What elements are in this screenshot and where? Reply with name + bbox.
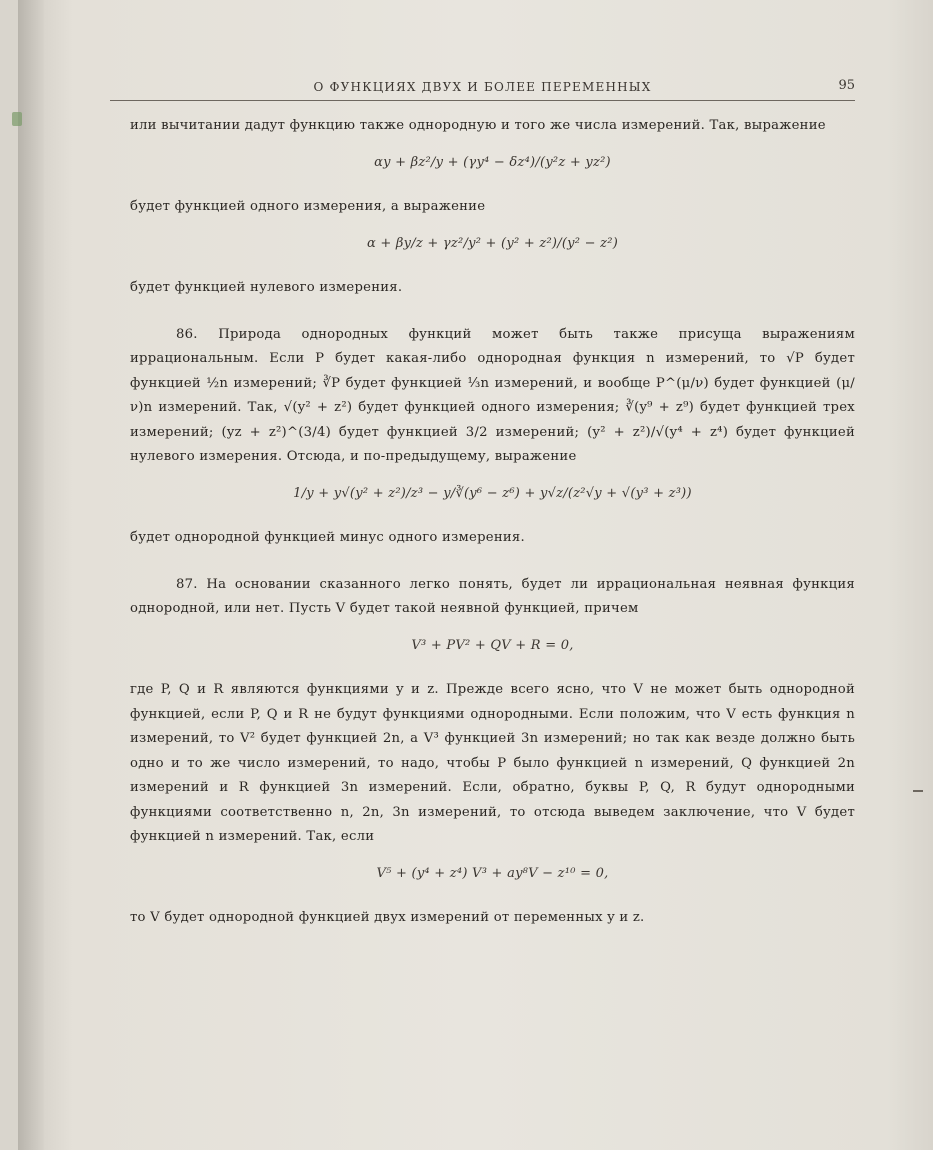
- paragraph: будет однородной функцией минус одного измерения.: [130, 530, 525, 545]
- formula: 1/y + y√(y² + z²)/z³ − y/∛(y⁶ − z⁶) + y√z/(z²√y + √(y³ + z³)): [293, 485, 692, 501]
- book-spine-shadow: [18, 0, 44, 1150]
- paragraph: то V будет однородной функцией двух измерений от переменных y и z.: [130, 910, 645, 925]
- book-page: [18, 0, 933, 1150]
- header-rule: [110, 100, 855, 101]
- margin-mark: [12, 112, 22, 126]
- formula: αy + βz²/y + (γy⁴ − δz⁴)/(y²z + yz²): [374, 154, 611, 170]
- paragraph: или вычитании дадут функцию также однородную и того же числа измерений. Так, выражение: [130, 118, 826, 133]
- paragraph: будет функцией нулевого измерения.: [130, 280, 403, 295]
- header-title: О ФУНКЦИЯХ ДВУХ И БОЛЕЕ ПЕРЕМЕННЫХ: [313, 80, 652, 94]
- paragraph: будет функцией одного измерения, а выражение: [130, 199, 486, 214]
- section-86-paragraph: 86. Природа однородных функций может быть также присуща выражениям иррациональным. Если P будет какая-либо однородная функция n измерений, то √P будет функцией ½n измерений; ∛P будет функцией ⅓n измерений, и вообще P^(μ/ν) будет функцией (μ/ν)n измерений. Так, √(y² + z²) будет функцией одного измерения; ∛(y⁹ + z⁹) будет функцией трех измерений; (yz + z²)^(3/4) будет функцией 3/2 измерений; (y² + z²)/√(y⁴ + z⁴) будет функцией нулевого измерения. Отсюда, и по-предыдущему, выражение: [130, 326, 855, 464]
- formula: α + βy/z + γz²/y² + (y² + z²)/(y² − z²): [366, 235, 619, 251]
- running-header: [110, 70, 855, 100]
- page-number: 95: [838, 78, 855, 93]
- section-87-paragraph: 87. На основании сказанного легко понять, будет ли иррациональная неявная функция однородной, или нет. Пусть V будет такой неявной функцией, причем: [130, 576, 855, 616]
- page-body: [130, 114, 855, 931]
- formula: V⁵ + (y⁴ + z⁴) V³ + ay⁸V − z¹⁰ = 0,: [376, 865, 609, 881]
- margin-dash: [913, 790, 923, 792]
- formula: V³ + PV² + QV + R = 0,: [411, 637, 574, 653]
- paragraph: где P, Q и R являются функциями y и z. Прежде всего ясно, что V не может быть однородной функцией, если P, Q и R не будут функциями однородными. Если положим, что V есть функция n измерений, то V² будет функцией 2n, а V³ функцией 3n измерений; но так как везде должно быть одно и то же число измерений, то надо, чтобы P было функцией n измерений, Q функцией 2n измерений и R функцией 3n измерений. Если, обратно, буквы P, Q, R будут однородными функциями соответственно n, 2n, 3n измерений, то отсюда выведем заключение, что V будет функцией n измерений. Так, если: [130, 682, 855, 844]
